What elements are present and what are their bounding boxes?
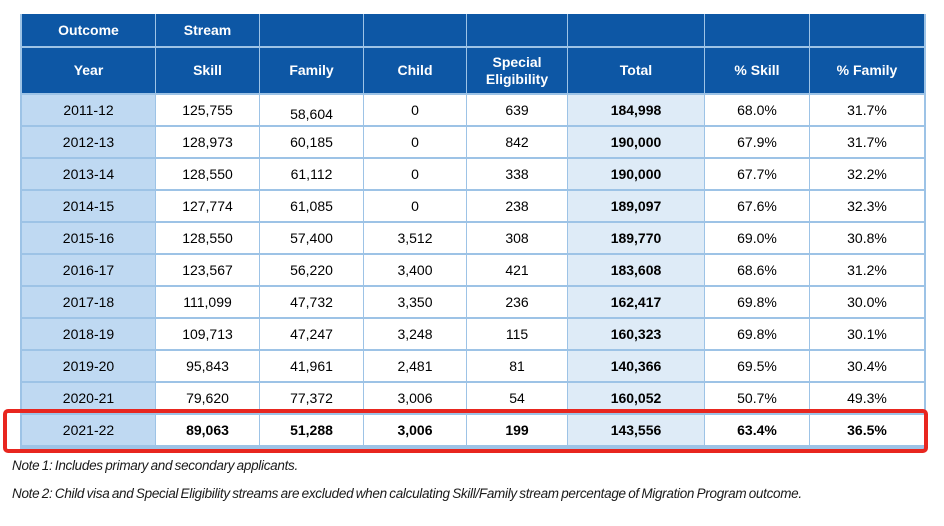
cell-skill-2015-16: 128,550: [156, 223, 260, 255]
cell-special-eligibility-2011-12: 639: [467, 95, 568, 127]
cell-family-2014-15: 61,085: [260, 191, 364, 223]
cell-year-2013-14: 2013-14: [22, 159, 156, 191]
cell-year-2014-15: 2014-15: [22, 191, 156, 223]
cell-family-2012-13: 60,185: [260, 127, 364, 159]
cell-special-eligibility-2012-13: 842: [467, 127, 568, 159]
header-group-cell-empty-7: [810, 14, 924, 48]
cell-skill-2017-18: 111,099: [156, 287, 260, 319]
cell-pct-family-2018-19: 30.1%: [810, 319, 924, 351]
cell-child-2020-21: 3,006: [364, 383, 467, 415]
migration-program-table: [20, 14, 926, 449]
header-group-cell-empty-4: [467, 14, 568, 48]
cell-family-2011-12: 58,604: [260, 95, 364, 127]
cell-family-2019-20: 41,961: [260, 351, 364, 383]
cell-child-2018-19: 3,248: [364, 319, 467, 351]
cell-pct-skill-2020-21: 50.7%: [705, 383, 810, 415]
cell-year-2015-16: 2015-16: [22, 223, 156, 255]
cell-skill-2019-20: 95,843: [156, 351, 260, 383]
cell-pct-skill-2014-15: 67.6%: [705, 191, 810, 223]
header-group-cell-stream: Stream: [156, 14, 260, 48]
cell-child-2014-15: 0: [364, 191, 467, 223]
cell-total-2013-14: 190,000: [568, 159, 705, 191]
cell-family-2013-14: 61,112: [260, 159, 364, 191]
cell-special-eligibility-2021-22: 199: [467, 415, 568, 447]
cell-pct-family-2021-22: 36.5%: [810, 415, 924, 447]
cell-child-2019-20: 2,481: [364, 351, 467, 383]
cell-skill-2011-12: 125,755: [156, 95, 260, 127]
cell-total-2021-22: 143,556: [568, 415, 705, 447]
cell-total-2011-12: 184,998: [568, 95, 705, 127]
cell-total-2020-21: 160,052: [568, 383, 705, 415]
cell-pct-skill-2018-19: 69.8%: [705, 319, 810, 351]
cell-family-2015-16: 57,400: [260, 223, 364, 255]
cell-skill-2014-15: 127,774: [156, 191, 260, 223]
cell-year-2012-13: 2012-13: [22, 127, 156, 159]
cell-total-2019-20: 140,366: [568, 351, 705, 383]
cell-pct-family-2011-12: 31.7%: [810, 95, 924, 127]
header-group-cell-outcome: Outcome: [22, 14, 156, 48]
header-group-cell-empty-6: [705, 14, 810, 48]
cell-skill-2012-13: 128,973: [156, 127, 260, 159]
cell-year-2020-21: 2020-21: [22, 383, 156, 415]
cell-special-eligibility-2016-17: 421: [467, 255, 568, 287]
cell-pct-skill-2019-20: 69.5%: [705, 351, 810, 383]
cell-child-2016-17: 3,400: [364, 255, 467, 287]
cell-child-2011-12: 0: [364, 95, 467, 127]
cell-special-eligibility-2013-14: 338: [467, 159, 568, 191]
cell-total-2017-18: 162,417: [568, 287, 705, 319]
header-group-cell-empty-3: [364, 14, 467, 48]
header-group-cell-empty-2: [260, 14, 364, 48]
cell-special-eligibility-2018-19: 115: [467, 319, 568, 351]
cell-pct-family-2012-13: 31.7%: [810, 127, 924, 159]
cell-total-2018-19: 160,323: [568, 319, 705, 351]
header-cell-year: Year: [22, 48, 156, 95]
cell-pct-skill-2016-17: 68.6%: [705, 255, 810, 287]
cell-child-2013-14: 0: [364, 159, 467, 191]
cell-pct-family-2015-16: 30.8%: [810, 223, 924, 255]
note-2: Note 2: Child visa and Special Eligibility streams are excluded when calculating Skill/Family stream percentage of Migration Program outcome.: [12, 485, 802, 501]
cell-year-2021-22: 2021-22: [22, 415, 156, 447]
cell-total-2015-16: 189,770: [568, 223, 705, 255]
cell-skill-2016-17: 123,567: [156, 255, 260, 287]
header-cell-skill: Skill: [156, 48, 260, 95]
note-1: Note 1: Includes primary and secondary applicants.: [12, 458, 298, 473]
header-cell-child: Child: [364, 48, 467, 95]
cell-year-2017-18: 2017-18: [22, 287, 156, 319]
cell-special-eligibility-2014-15: 238: [467, 191, 568, 223]
header-cell-skill: % Skill: [705, 48, 810, 95]
table-grid: [22, 14, 924, 447]
cell-pct-skill-2013-14: 67.7%: [705, 159, 810, 191]
cell-pct-family-2016-17: 31.2%: [810, 255, 924, 287]
cell-child-2012-13: 0: [364, 127, 467, 159]
header-group-cell-empty-5: [568, 14, 705, 48]
cell-skill-2013-14: 128,550: [156, 159, 260, 191]
cell-pct-skill-2021-22: 63.4%: [705, 415, 810, 447]
cell-special-eligibility-2020-21: 54: [467, 383, 568, 415]
cell-total-2016-17: 183,608: [568, 255, 705, 287]
cell-pct-family-2019-20: 30.4%: [810, 351, 924, 383]
cell-special-eligibility-2017-18: 236: [467, 287, 568, 319]
cell-year-2018-19: 2018-19: [22, 319, 156, 351]
cell-total-2014-15: 189,097: [568, 191, 705, 223]
cell-skill-2018-19: 109,713: [156, 319, 260, 351]
header-cell-total: Total: [568, 48, 705, 95]
cell-special-eligibility-2019-20: 81: [467, 351, 568, 383]
cell-year-2011-12: 2011-12: [22, 95, 156, 127]
header-cell-family: Family: [260, 48, 364, 95]
cell-child-2017-18: 3,350: [364, 287, 467, 319]
cell-family-2018-19: 47,247: [260, 319, 364, 351]
cell-child-2021-22: 3,006: [364, 415, 467, 447]
header-cell-special-eligibility: Special Eligibility: [467, 48, 568, 95]
cell-special-eligibility-2015-16: 308: [467, 223, 568, 255]
cell-skill-2021-22: 89,063: [156, 415, 260, 447]
cell-pct-family-2013-14: 32.2%: [810, 159, 924, 191]
cell-year-2016-17: 2016-17: [22, 255, 156, 287]
cell-skill-2020-21: 79,620: [156, 383, 260, 415]
cell-pct-skill-2012-13: 67.9%: [705, 127, 810, 159]
cell-pct-skill-2011-12: 68.0%: [705, 95, 810, 127]
cell-total-2012-13: 190,000: [568, 127, 705, 159]
cell-pct-skill-2015-16: 69.0%: [705, 223, 810, 255]
cell-pct-skill-2017-18: 69.8%: [705, 287, 810, 319]
header-cell-family: % Family: [810, 48, 924, 95]
cell-family-2020-21: 77,372: [260, 383, 364, 415]
cell-year-2019-20: 2019-20: [22, 351, 156, 383]
table-notes: [12, 458, 905, 503]
cell-child-2015-16: 3,512: [364, 223, 467, 255]
cell-family-2021-22: 51,288: [260, 415, 364, 447]
cell-pct-family-2017-18: 30.0%: [810, 287, 924, 319]
cell-pct-family-2014-15: 32.3%: [810, 191, 924, 223]
cell-pct-family-2020-21: 49.3%: [810, 383, 924, 415]
cell-family-2017-18: 47,732: [260, 287, 364, 319]
cell-family-2016-17: 56,220: [260, 255, 364, 287]
